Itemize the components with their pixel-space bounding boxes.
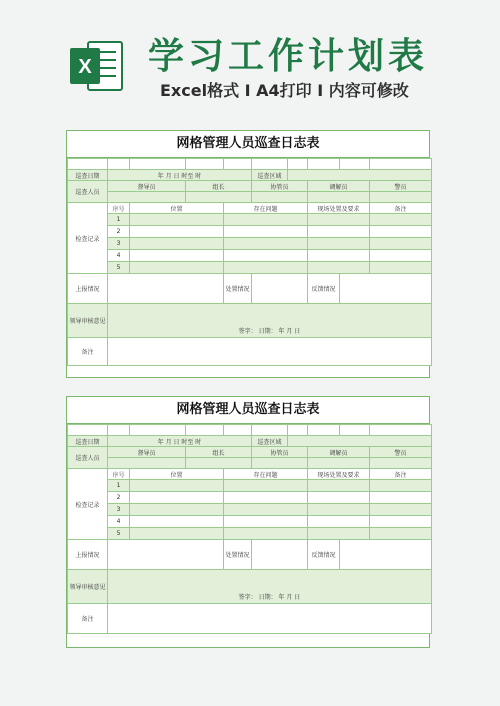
row-number: 3 [108, 504, 130, 516]
report-label: 上报情况 [68, 274, 108, 304]
handle-field[interactable] [252, 274, 308, 304]
role-cell: 调解员 [308, 447, 370, 458]
row-number: 1 [108, 214, 130, 226]
form-table [67, 158, 432, 366]
role-cell: 警员 [370, 181, 432, 192]
col-header: 现场处置及要求 [308, 203, 370, 214]
role-cell: 组长 [186, 447, 252, 458]
sign-line: 签字： 日期： 年 月 日 [108, 304, 432, 338]
role-cell: 调解员 [308, 181, 370, 192]
col-header: 备注 [370, 203, 432, 214]
form-table [67, 424, 432, 634]
form-title: 网格管理人员巡查日志表 [67, 397, 429, 424]
handle-field[interactable] [252, 540, 308, 570]
leader-label: 领导审核意见 [68, 570, 108, 604]
banner [0, 0, 500, 115]
col-header: 存在问题 [224, 203, 308, 214]
leader-label: 领导审核意见 [68, 304, 108, 338]
role-cell: 警员 [370, 447, 432, 458]
area-field[interactable] [288, 436, 432, 447]
feedback-field[interactable] [340, 274, 432, 304]
remark-field[interactable] [108, 604, 432, 634]
date-value: 年 月 日 时至 时 [108, 436, 252, 447]
form-sheet-1 [66, 130, 430, 378]
date-label: 巡查日期 [68, 436, 108, 447]
role-cell: 协管员 [252, 447, 308, 458]
role-cell: 协管员 [252, 181, 308, 192]
report-label: 上报情况 [68, 540, 108, 570]
area-label: 巡查区域 [252, 436, 288, 447]
feedback-label: 反馈情况 [308, 274, 340, 304]
handle-label: 处置情况 [224, 274, 252, 304]
staff-label: 巡查人员 [68, 447, 108, 469]
feedback-field[interactable] [340, 540, 432, 570]
check-label: 检查记录 [68, 203, 108, 274]
page-subtitle: Excel格式 I A4打印 I 内容可修改 [160, 81, 409, 100]
area-label: 巡查区域 [252, 170, 288, 181]
excel-icon [66, 36, 126, 96]
col-header: 备注 [370, 469, 432, 480]
row-number: 2 [108, 226, 130, 238]
row-number: 4 [108, 516, 130, 528]
col-header: 序号 [108, 469, 130, 480]
col-header: 现场处置及要求 [308, 469, 370, 480]
col-header: 位置 [130, 469, 224, 480]
feedback-label: 反馈情况 [308, 540, 340, 570]
date-value: 年 月 日 时至 时 [108, 170, 252, 181]
role-cell: 督导员 [108, 181, 186, 192]
check-label: 检查记录 [68, 469, 108, 540]
form-title: 网格管理人员巡查日志表 [67, 131, 429, 158]
remark-field[interactable] [108, 338, 432, 366]
form-sheet-2 [66, 396, 430, 648]
col-header: 位置 [130, 203, 224, 214]
row-number: 2 [108, 492, 130, 504]
row-number: 1 [108, 480, 130, 492]
role-cell: 督导员 [108, 447, 186, 458]
date-label: 巡查日期 [68, 170, 108, 181]
row-number: 5 [108, 528, 130, 540]
row-number: 5 [108, 262, 130, 274]
row-number: 4 [108, 250, 130, 262]
remark-label: 备注 [68, 604, 108, 634]
report-field[interactable] [108, 274, 224, 304]
remark-label: 备注 [68, 338, 108, 366]
role-cell: 组长 [186, 181, 252, 192]
page-title: 学习工作计划表 [148, 36, 429, 77]
col-header: 存在问题 [224, 469, 308, 480]
sign-line: 签字： 日期： 年 月 日 [108, 570, 432, 604]
svg-text:X: X [78, 56, 92, 78]
area-field[interactable] [288, 170, 432, 181]
handle-label: 处置情况 [224, 540, 252, 570]
report-field[interactable] [108, 540, 224, 570]
row-number: 3 [108, 238, 130, 250]
staff-label: 巡查人员 [68, 181, 108, 203]
col-header: 序号 [108, 203, 130, 214]
